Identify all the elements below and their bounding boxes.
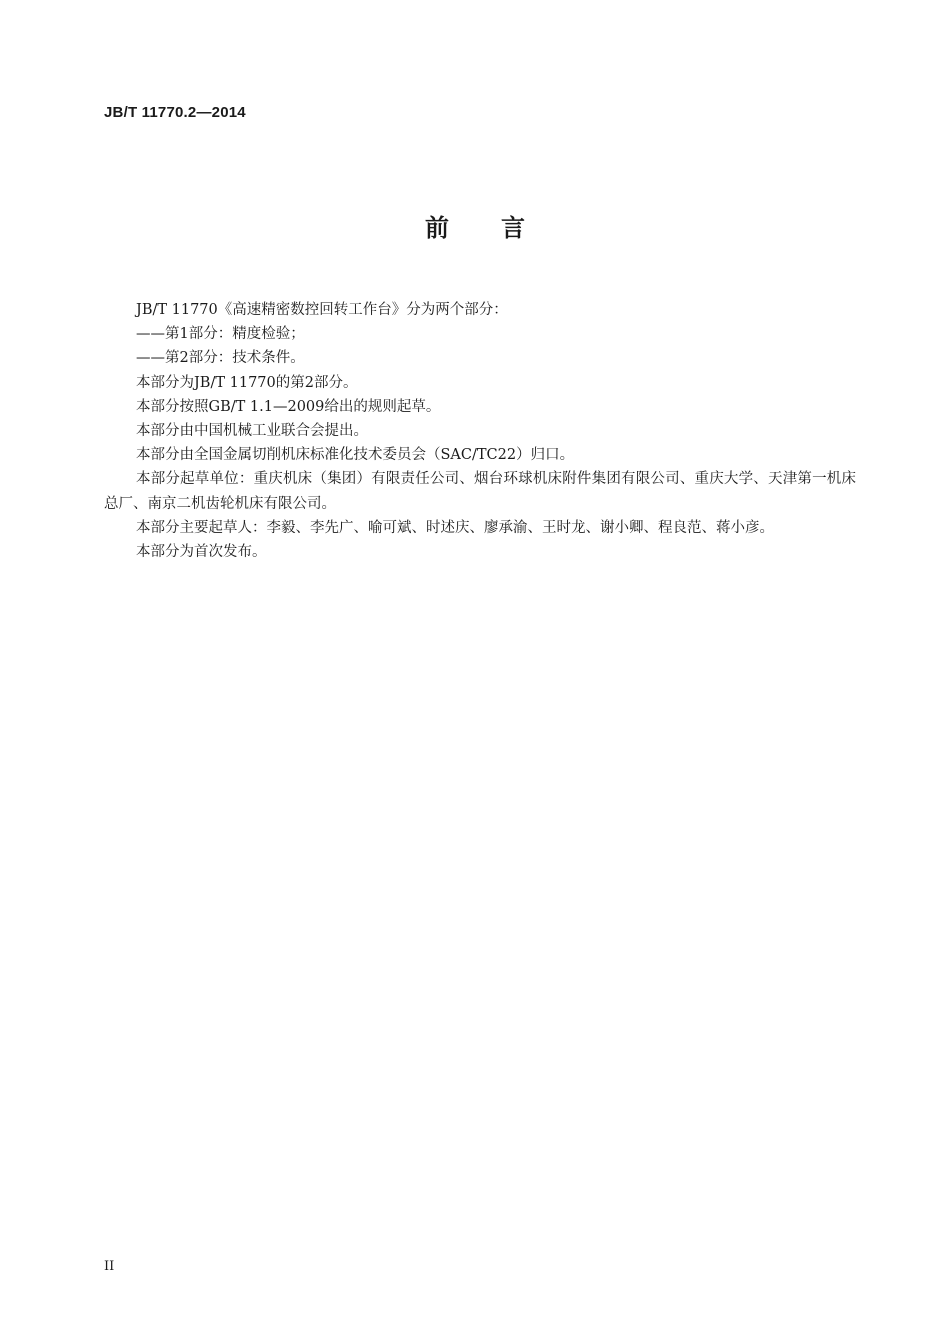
paragraph: 本部分由全国金属切削机床标准化技术委员会（SAC/TC22）归口。 bbox=[136, 447, 575, 464]
paragraph: 本部分为首次发布。 bbox=[136, 544, 267, 561]
page-number: II bbox=[104, 1259, 115, 1274]
paragraph: ——第2部分：技术条件。 bbox=[136, 350, 305, 367]
paragraph: ——第1部分：精度检验； bbox=[136, 326, 305, 343]
paragraph: 本部分为JB/T 11770的第2部分。 bbox=[136, 374, 358, 391]
paragraph: 本部分起草单位：重庆机床（集团）有限责任公司、烟台环球机床附件集团有限公司、重庆大学、天津第一机床总厂、南京二机齿轮机床有限公司。 bbox=[104, 471, 856, 512]
paragraph: 本部分由中国机械工业联合会提出。 bbox=[136, 423, 368, 440]
title-char-2: 言 bbox=[501, 214, 525, 242]
page-title bbox=[0, 208, 950, 243]
foreword-body bbox=[104, 298, 856, 564]
title-char-1: 前 bbox=[425, 214, 449, 242]
standard-code: JB/T 11770.2—2014 bbox=[104, 104, 246, 121]
paragraph: 本部分主要起草人：李毅、李先广、喻可斌、时述庆、廖承渝、王时龙、谢小卿、程良范、蒋小彦。 bbox=[136, 519, 774, 536]
paragraph: 本部分按照GB/T 1.1—2009给出的规则起草。 bbox=[136, 398, 441, 415]
paragraph: JB/T 11770《高速精密数控回转工作台》分为两个部分： bbox=[136, 302, 508, 318]
